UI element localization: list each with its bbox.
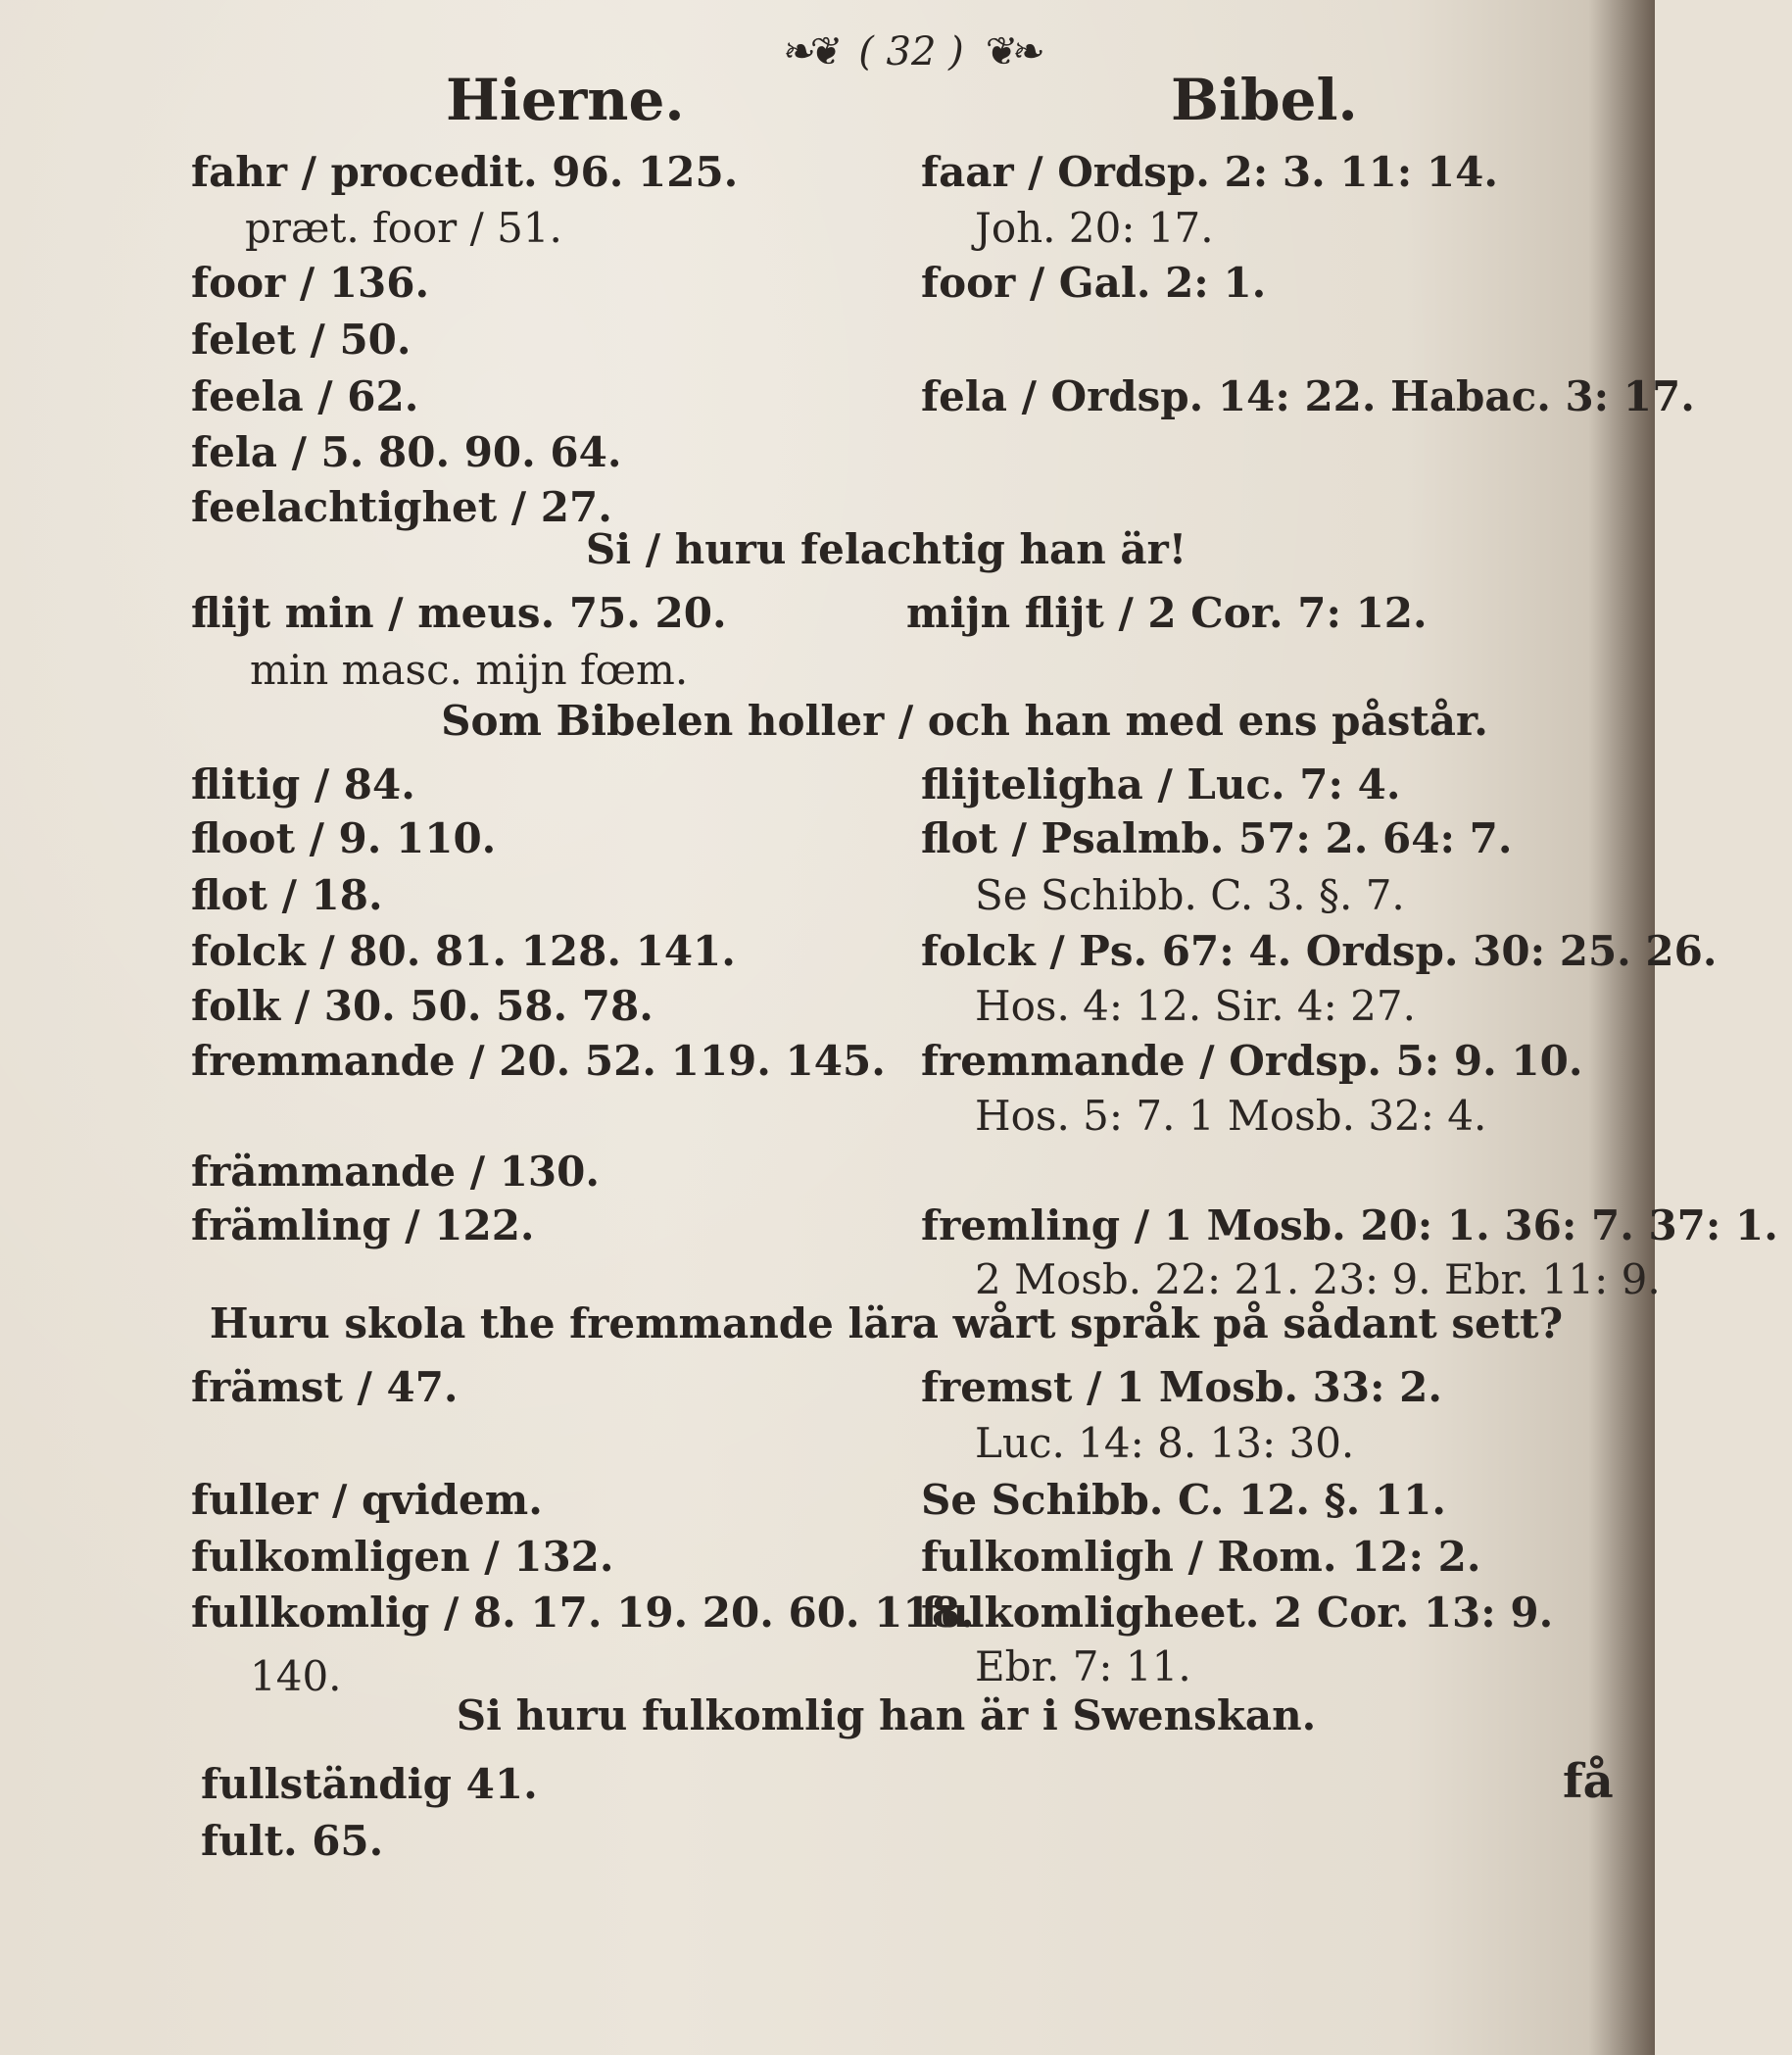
right-entry: Luc. 14: 8. 13: 30.	[975, 1419, 1355, 1467]
right-entry: flot / Psalmb. 57: 2. 64: 7.	[921, 814, 1513, 862]
catchword: få	[1563, 1754, 1614, 1809]
left-entry: främmande / 130.	[191, 1148, 601, 1196]
right-entry: Hos. 4: 12. Sir. 4: 27.	[975, 982, 1416, 1030]
remark-line: Si huru fulkomlig han är i Swenskan.	[456, 1691, 1317, 1739]
right-entry: Hos. 5: 7. 1 Mosb. 32: 4.	[975, 1092, 1487, 1140]
left-entry: fela / 5. 80. 90. 64.	[191, 428, 622, 476]
left-entry: felet / 50.	[191, 316, 412, 364]
left-entry: floot / 9. 110.	[191, 814, 497, 862]
left-entry: 140.	[250, 1652, 342, 1700]
left-entry: fult. 65.	[201, 1817, 384, 1865]
right-entry: fremst / 1 Mosb. 33: 2.	[921, 1363, 1443, 1411]
right-entry: faar / Ordsp. 2: 3. 11: 14.	[921, 148, 1499, 196]
left-entry: min masc. mijn fœm.	[250, 646, 689, 694]
left-entry: feelachtighet / 27.	[191, 483, 612, 531]
right-entry: Se Schibb. C. 12. §. 11.	[921, 1476, 1446, 1524]
left-entry: flijt min / meus. 75. 20.	[191, 589, 727, 637]
right-column-title: Bibel.	[1171, 67, 1358, 133]
right-entry: fela / Ordsp. 14: 22. Habac. 3: 17.	[921, 372, 1695, 420]
right-entry: folck / Ps. 67: 4. Ordsp. 30: 25. 26.	[921, 927, 1718, 975]
right-entry: flijteligha / Luc. 7: 4.	[921, 760, 1401, 808]
right-entry: Joh. 20: 17.	[975, 204, 1214, 252]
left-entry: fullkomlig / 8. 17. 19. 20. 60. 118.	[191, 1589, 975, 1637]
right-entry: fulkomligheet. 2 Cor. 13: 9.	[921, 1589, 1554, 1637]
left-entry: folk / 30. 50. 58. 78.	[191, 982, 654, 1030]
page-header	[745, 18, 1078, 86]
left-entry: fahr / procedit. 96. 125.	[191, 148, 739, 196]
left-column-title: Hierne.	[446, 67, 685, 133]
right-entry: 2 Mosb. 22: 21. 23: 9. Ebr. 11: 9.	[975, 1255, 1661, 1303]
right-entry: foor / Gal. 2: 1.	[921, 259, 1267, 307]
right-entry: fremling / 1 Mosb. 20: 1. 36: 7. 37: 1.	[921, 1201, 1778, 1249]
left-entry: præt. foor / 51.	[245, 204, 562, 252]
ornament-right-icon: ❦❧	[985, 29, 1040, 74]
ornament-left-icon: ❧❦	[783, 29, 838, 74]
right-entry: mijn flijt / 2 Cor. 7: 12.	[906, 589, 1428, 637]
remark-line: Si / huru felachtig han är!	[585, 525, 1187, 573]
right-entry: Se Schibb. C. 3. §. 7.	[975, 871, 1405, 919]
left-entry: flitig / 84.	[191, 760, 415, 808]
remark-line: Huru skola the fremmande lära wårt språk på sådant sett?	[209, 1299, 1564, 1347]
right-entry: fulkomligh / Rom. 12: 2.	[921, 1533, 1481, 1581]
left-entry: fuller / qvidem.	[191, 1476, 543, 1524]
right-entry: fremmande / Ordsp. 5: 9. 10.	[921, 1037, 1583, 1085]
left-entry: främling / 122.	[191, 1201, 535, 1249]
left-entry: främst / 47.	[191, 1363, 459, 1411]
left-entry: feela / 62.	[191, 372, 419, 420]
left-entry: fulkomligen / 132.	[191, 1533, 614, 1581]
left-entry: fullständig 41.	[201, 1760, 538, 1808]
left-entry: folck / 80. 81. 128. 141.	[191, 927, 736, 975]
right-entry: Ebr. 7: 11.	[975, 1642, 1191, 1690]
remark-line: Som Bibelen holler / och han med ens påstår.	[441, 697, 1488, 745]
left-entry: flot / 18.	[191, 871, 383, 919]
left-entry: fremmande / 20. 52. 119. 145.	[191, 1037, 886, 1085]
left-entry: foor / 136.	[191, 259, 430, 307]
page-number: ( 32 )	[858, 29, 964, 74]
